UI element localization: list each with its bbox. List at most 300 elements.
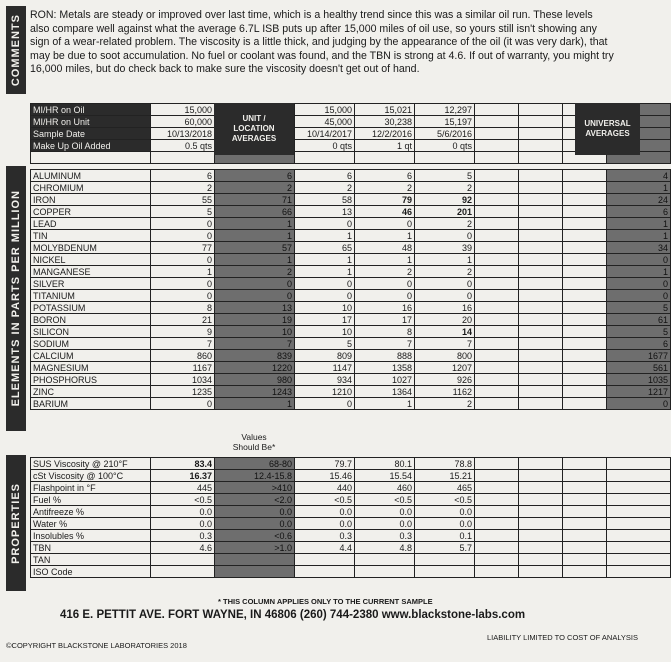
current-sample-value: 1034 <box>151 374 215 386</box>
sample-2-value: 0.0 <box>355 506 415 518</box>
element-name: SILVER <box>31 278 151 290</box>
sample-6-value <box>563 554 607 566</box>
current-sample-value: 10/13/2018 <box>151 128 215 140</box>
unit-average-value: 1 <box>215 218 295 230</box>
property-row <box>31 470 671 482</box>
unit-average-value: 66 <box>215 206 295 218</box>
sample-5-value <box>519 230 563 242</box>
sample-2-value: 80.1 <box>355 458 415 470</box>
universal-average-value: 0 <box>607 398 671 410</box>
unit-average-value: 1 <box>215 230 295 242</box>
sample-2-value: 0.0 <box>355 518 415 530</box>
sample-5-value <box>519 458 563 470</box>
sample-5-value <box>519 398 563 410</box>
spacer-cell <box>355 152 415 164</box>
current-sample-value: 1167 <box>151 362 215 374</box>
properties-table <box>30 457 671 578</box>
sample-2-value: 15.54 <box>355 470 415 482</box>
property-name: cSt Viscosity @ 100°C <box>31 470 151 482</box>
sample-6-value <box>563 230 607 242</box>
sample-5-value <box>519 242 563 254</box>
element-name: SODIUM <box>31 338 151 350</box>
element-row <box>31 326 671 338</box>
property-row <box>31 482 671 494</box>
properties-label-text: PROPERTIES <box>10 482 22 564</box>
sample-2-value: 7 <box>355 338 415 350</box>
element-row <box>31 170 671 182</box>
sample-2-value: 1364 <box>355 386 415 398</box>
sample-1-value: 934 <box>295 374 355 386</box>
unit-average-value: 0 <box>215 278 295 290</box>
sample-6-value <box>563 566 607 578</box>
sample-3-value: 2 <box>415 266 475 278</box>
sample-3-value <box>415 566 475 578</box>
sample-6-value <box>563 254 607 266</box>
sample-3-value: 800 <box>415 350 475 362</box>
sample-2-value: 0.3 <box>355 530 415 542</box>
element-name: LEAD <box>31 218 151 230</box>
sample-5-value <box>519 470 563 482</box>
sample-5-value <box>519 302 563 314</box>
sample-3-value: 1207 <box>415 362 475 374</box>
sample-1-value: 0 <box>295 398 355 410</box>
universal-blank-cell <box>607 542 671 554</box>
sample-3-value: 5 <box>415 170 475 182</box>
element-row <box>31 374 671 386</box>
element-name: TIN <box>31 230 151 242</box>
sample-2-value: 888 <box>355 350 415 362</box>
universal-blank-cell <box>607 554 671 566</box>
spacer-cell <box>151 152 215 164</box>
sample-5-value <box>519 314 563 326</box>
element-name: BORON <box>31 314 151 326</box>
sample-2-value: 1358 <box>355 362 415 374</box>
sample-6-value <box>563 470 607 482</box>
property-row <box>31 458 671 470</box>
sample-6-value <box>563 386 607 398</box>
universal-blank-cell <box>607 470 671 482</box>
sample-3-value: 2 <box>415 398 475 410</box>
sample-4-value <box>475 182 519 194</box>
current-sample-value: 16.37 <box>151 470 215 482</box>
universal-average-value: 5 <box>607 302 671 314</box>
sample-4-value <box>475 506 519 518</box>
element-row <box>31 242 671 254</box>
sample-2-value: 460 <box>355 482 415 494</box>
current-sample-value: <0.5 <box>151 494 215 506</box>
unit-average-value: 1243 <box>215 386 295 398</box>
unit-average-value: 2 <box>215 266 295 278</box>
sample-1-value: 15,000 <box>295 104 355 116</box>
sample-4-value <box>475 566 519 578</box>
sample-2-value: 46 <box>355 206 415 218</box>
sample-5-value <box>519 338 563 350</box>
sample-4-value <box>475 362 519 374</box>
element-row <box>31 230 671 242</box>
current-sample-value: 0 <box>151 278 215 290</box>
sample-3-value: <0.5 <box>415 494 475 506</box>
unit-average-value: 10 <box>215 326 295 338</box>
sample-5-value <box>519 362 563 374</box>
sample-4-value <box>475 386 519 398</box>
sample-1-value: 10 <box>295 326 355 338</box>
current-sample-value <box>151 566 215 578</box>
sample-6-value <box>563 374 607 386</box>
sample-5-value <box>519 266 563 278</box>
sample-5-value <box>519 206 563 218</box>
universal-average-value: 1677 <box>607 350 671 362</box>
property-row <box>31 530 671 542</box>
sample-6-value <box>563 242 607 254</box>
sample-5-value <box>519 182 563 194</box>
unit-average-value: 71 <box>215 194 295 206</box>
unit-average-value: 839 <box>215 350 295 362</box>
element-name: CALCIUM <box>31 350 151 362</box>
sample-2-value <box>355 566 415 578</box>
sample-1-value: 1 <box>295 230 355 242</box>
element-name: ALUMINUM <box>31 170 151 182</box>
sample-info-label: MI/HR on Oil <box>31 104 151 116</box>
sample-1-value: 45,000 <box>295 116 355 128</box>
current-sample-value: 4.6 <box>151 542 215 554</box>
property-row <box>31 494 671 506</box>
sample-6-value <box>563 266 607 278</box>
sample-info-label: MI/HR on Unit <box>31 116 151 128</box>
universal-blank-cell <box>607 482 671 494</box>
values-should-be: 12.4-15.8 <box>215 470 295 482</box>
universal-blank-cell <box>607 494 671 506</box>
universal-average-value: 1 <box>607 182 671 194</box>
copyright-text: ©COPYRIGHT BLACKSTONE LABORATORIES 2018 <box>6 641 187 650</box>
sample-1-value: 0 <box>295 218 355 230</box>
sample-2-value: 12/2/2016 <box>355 128 415 140</box>
sample-3-value: 15,197 <box>415 116 475 128</box>
sample-3-value: 1162 <box>415 386 475 398</box>
sample-6-value <box>563 350 607 362</box>
universal-average-value: 1035 <box>607 374 671 386</box>
sample-2-value: 0 <box>355 290 415 302</box>
unit-average-value: 0 <box>215 290 295 302</box>
values-should-be <box>215 554 295 566</box>
current-sample-value: 8 <box>151 302 215 314</box>
sample-4-value <box>475 194 519 206</box>
elements-table <box>30 169 671 410</box>
sample-1-value: 1 <box>295 254 355 266</box>
sample-6-value <box>563 218 607 230</box>
sample-4-value <box>475 458 519 470</box>
element-row <box>31 338 671 350</box>
spacer-cell <box>415 152 475 164</box>
sample-5-value <box>519 128 563 140</box>
sample-3-value: 1 <box>415 254 475 266</box>
sample-2-value: 1 qt <box>355 140 415 152</box>
unit-average-value: 19 <box>215 314 295 326</box>
current-sample-value: 1235 <box>151 386 215 398</box>
universal-blank-cell <box>607 530 671 542</box>
sample-2-value: 48 <box>355 242 415 254</box>
property-name: Antifreeze % <box>31 506 151 518</box>
element-row <box>31 278 671 290</box>
unit-average-value: 57 <box>215 242 295 254</box>
sample-1-value: 10 <box>295 302 355 314</box>
sample-2-value: 15,021 <box>355 104 415 116</box>
sample-6-value <box>563 398 607 410</box>
values-should-be: 0.0 <box>215 506 295 518</box>
sample-4-value <box>475 254 519 266</box>
sample-2-value: 1027 <box>355 374 415 386</box>
sample-3-value: 5.7 <box>415 542 475 554</box>
sample-1-value: <0.5 <box>295 494 355 506</box>
sample-2-value: 2 <box>355 182 415 194</box>
current-sample-value: 0.0 <box>151 506 215 518</box>
sample-2-value: 8 <box>355 326 415 338</box>
sample-2-value: 17 <box>355 314 415 326</box>
spacer-cell <box>295 152 355 164</box>
sample-6-value <box>563 182 607 194</box>
current-sample-value: 0 <box>151 254 215 266</box>
sample-1-value: 1 <box>295 266 355 278</box>
element-row <box>31 386 671 398</box>
sample-4-value <box>475 170 519 182</box>
sample-1-value: 58 <box>295 194 355 206</box>
sample-1-value: 2 <box>295 182 355 194</box>
universal-average-value: 0 <box>607 254 671 266</box>
sample-5-value <box>519 386 563 398</box>
elements-section-label <box>6 166 26 431</box>
sample-3-value: 201 <box>415 206 475 218</box>
sample-6-value <box>563 482 607 494</box>
sample-5-value <box>519 278 563 290</box>
sample-4-value <box>475 266 519 278</box>
sample-5-value <box>519 290 563 302</box>
sample-6-value <box>563 542 607 554</box>
sample-1-value: 65 <box>295 242 355 254</box>
sample-5-value <box>519 254 563 266</box>
column-note: * THIS COLUMN APPLIES ONLY TO THE CURRENT SAMPLE <box>218 597 433 606</box>
element-name: CHROMIUM <box>31 182 151 194</box>
sample-1-value: 0 qts <box>295 140 355 152</box>
sample-4-value <box>475 470 519 482</box>
sample-2-value: 6 <box>355 170 415 182</box>
property-row <box>31 566 671 578</box>
sample-5-value <box>519 506 563 518</box>
sample-4-value <box>475 398 519 410</box>
sample-1-value: 0 <box>295 290 355 302</box>
universal-average-value: 0 <box>607 290 671 302</box>
sample-4-value <box>475 140 519 152</box>
unit-average-value: 7 <box>215 338 295 350</box>
values-should-be <box>215 566 295 578</box>
element-name: POTASSIUM <box>31 302 151 314</box>
element-name: MANGANESE <box>31 266 151 278</box>
sample-5-value <box>519 554 563 566</box>
universal-average-value: 6 <box>607 338 671 350</box>
current-sample-value: 77 <box>151 242 215 254</box>
current-sample-value: 15,000 <box>151 104 215 116</box>
comments-section-label <box>6 6 26 94</box>
sample-4-value <box>475 374 519 386</box>
sample-2-value: <0.5 <box>355 494 415 506</box>
unit-average-value: 1 <box>215 254 295 266</box>
sample-4-value <box>475 242 519 254</box>
universal-averages-header <box>575 103 640 155</box>
sample-1-value: 1147 <box>295 362 355 374</box>
universal-average-value: 561 <box>607 362 671 374</box>
sample-info-label: Make Up Oil Added <box>31 140 151 152</box>
values-should-be-label: Values Should Be* <box>232 432 276 452</box>
unit-average-value: 1 <box>215 398 295 410</box>
sample-3-value: 926 <box>415 374 475 386</box>
sample-3-value: 0 qts <box>415 140 475 152</box>
sample-3-value: 20 <box>415 314 475 326</box>
sample-4-value <box>475 302 519 314</box>
sample-3-value: 0 <box>415 278 475 290</box>
sample-6-value <box>563 338 607 350</box>
property-name: Flashpoint in °F <box>31 482 151 494</box>
unit-average-value: 6 <box>215 170 295 182</box>
sample-4-value <box>475 128 519 140</box>
sample-4-value <box>475 338 519 350</box>
universal-average-value: 61 <box>607 314 671 326</box>
sample-6-value <box>563 194 607 206</box>
current-sample-value: 1 <box>151 266 215 278</box>
element-name: SILICON <box>31 326 151 338</box>
spacer-cell <box>31 152 151 164</box>
sample-3-value: 78.8 <box>415 458 475 470</box>
sample-4-value <box>475 206 519 218</box>
element-name: NICKEL <box>31 254 151 266</box>
sample-1-value <box>295 554 355 566</box>
sample-4-value <box>475 518 519 530</box>
sample-3-value: 0 <box>415 230 475 242</box>
current-sample-value: 7 <box>151 338 215 350</box>
values-should-be: >1.0 <box>215 542 295 554</box>
sample-4-value <box>475 530 519 542</box>
current-sample-value: 83.4 <box>151 458 215 470</box>
sample-1-value: 5 <box>295 338 355 350</box>
universal-average-value: 0 <box>607 278 671 290</box>
element-name: MOLYBDENUM <box>31 242 151 254</box>
sample-1-value: 0.3 <box>295 530 355 542</box>
sample-2-value: 0 <box>355 278 415 290</box>
sample-3-value: 2 <box>415 182 475 194</box>
universal-average-value: 1 <box>607 266 671 278</box>
sample-3-value: 12,297 <box>415 104 475 116</box>
sample-4-value <box>475 494 519 506</box>
sample-6-value <box>563 530 607 542</box>
universal-average-value: 1 <box>607 230 671 242</box>
element-name: PHOSPHORUS <box>31 374 151 386</box>
element-row <box>31 194 671 206</box>
universal-blank-cell <box>607 566 671 578</box>
unit-average-value: 980 <box>215 374 295 386</box>
property-name: Insolubles % <box>31 530 151 542</box>
sample-6-value <box>563 290 607 302</box>
universal-average-value: 1 <box>607 218 671 230</box>
sample-6-value <box>563 506 607 518</box>
property-name: Fuel % <box>31 494 151 506</box>
sample-3-value: 0.0 <box>415 518 475 530</box>
sample-6-value <box>563 494 607 506</box>
sample-2-value: 16 <box>355 302 415 314</box>
property-row <box>31 554 671 566</box>
current-sample-value: 0.3 <box>151 530 215 542</box>
property-name: SUS Viscosity @ 210°F <box>31 458 151 470</box>
universal-average-value: 5 <box>607 326 671 338</box>
sample-2-value: 1 <box>355 398 415 410</box>
universal-average-value: 4 <box>607 170 671 182</box>
element-row <box>31 206 671 218</box>
property-row <box>31 518 671 530</box>
sample-info-label: Sample Date <box>31 128 151 140</box>
sample-1-value: 79.7 <box>295 458 355 470</box>
sample-2-value: 1 <box>355 254 415 266</box>
sample-3-value: 92 <box>415 194 475 206</box>
current-sample-value: 0 <box>151 218 215 230</box>
sample-6-value <box>563 314 607 326</box>
universal-blank-cell <box>607 458 671 470</box>
sample-4-value <box>475 278 519 290</box>
sample-6-value <box>563 362 607 374</box>
sample-1-value: 10/14/2017 <box>295 128 355 140</box>
current-sample-value: 0 <box>151 398 215 410</box>
sample-5-value <box>519 494 563 506</box>
sample-4-value <box>475 290 519 302</box>
current-sample-value: 0.5 qts <box>151 140 215 152</box>
sample-1-value: 809 <box>295 350 355 362</box>
sample-1-value: 440 <box>295 482 355 494</box>
sample-3-value <box>415 554 475 566</box>
sample-4-value <box>475 218 519 230</box>
unit-location-averages-header <box>214 103 294 155</box>
sample-1-value: 13 <box>295 206 355 218</box>
element-row <box>31 350 671 362</box>
lab-address: 416 E. PETTIT AVE. FORT WAYNE, IN 46806 (260) 744-2380 www.blackstone-labs.com <box>60 609 526 621</box>
element-name: TITANIUM <box>31 290 151 302</box>
element-row <box>31 254 671 266</box>
sample-3-value: 14 <box>415 326 475 338</box>
sample-6-value <box>563 206 607 218</box>
current-sample-value: 55 <box>151 194 215 206</box>
element-row <box>31 362 671 374</box>
element-name: COPPER <box>31 206 151 218</box>
sample-5-value <box>519 170 563 182</box>
element-name: BARIUM <box>31 398 151 410</box>
sample-5-value <box>519 140 563 152</box>
current-sample-value: 21 <box>151 314 215 326</box>
sample-5-value <box>519 104 563 116</box>
sample-6-value <box>563 518 607 530</box>
element-row <box>31 302 671 314</box>
element-row <box>31 182 671 194</box>
sample-5-value <box>519 218 563 230</box>
sample-3-value: 16 <box>415 302 475 314</box>
universal-averages-label: UNIVERSAL AVERAGES <box>584 119 631 138</box>
current-sample-value: 860 <box>151 350 215 362</box>
property-name: ISO Code <box>31 566 151 578</box>
sample-5-value <box>519 482 563 494</box>
sample-5-value <box>519 542 563 554</box>
sample-6-value <box>563 170 607 182</box>
sample-1-value: 0.0 <box>295 506 355 518</box>
sample-4-value <box>475 116 519 128</box>
spacer-cell <box>475 152 519 164</box>
current-sample-value <box>151 554 215 566</box>
sample-5-value <box>519 116 563 128</box>
unit-average-value: 13 <box>215 302 295 314</box>
unit-average-value: 1220 <box>215 362 295 374</box>
sample-4-value <box>475 314 519 326</box>
